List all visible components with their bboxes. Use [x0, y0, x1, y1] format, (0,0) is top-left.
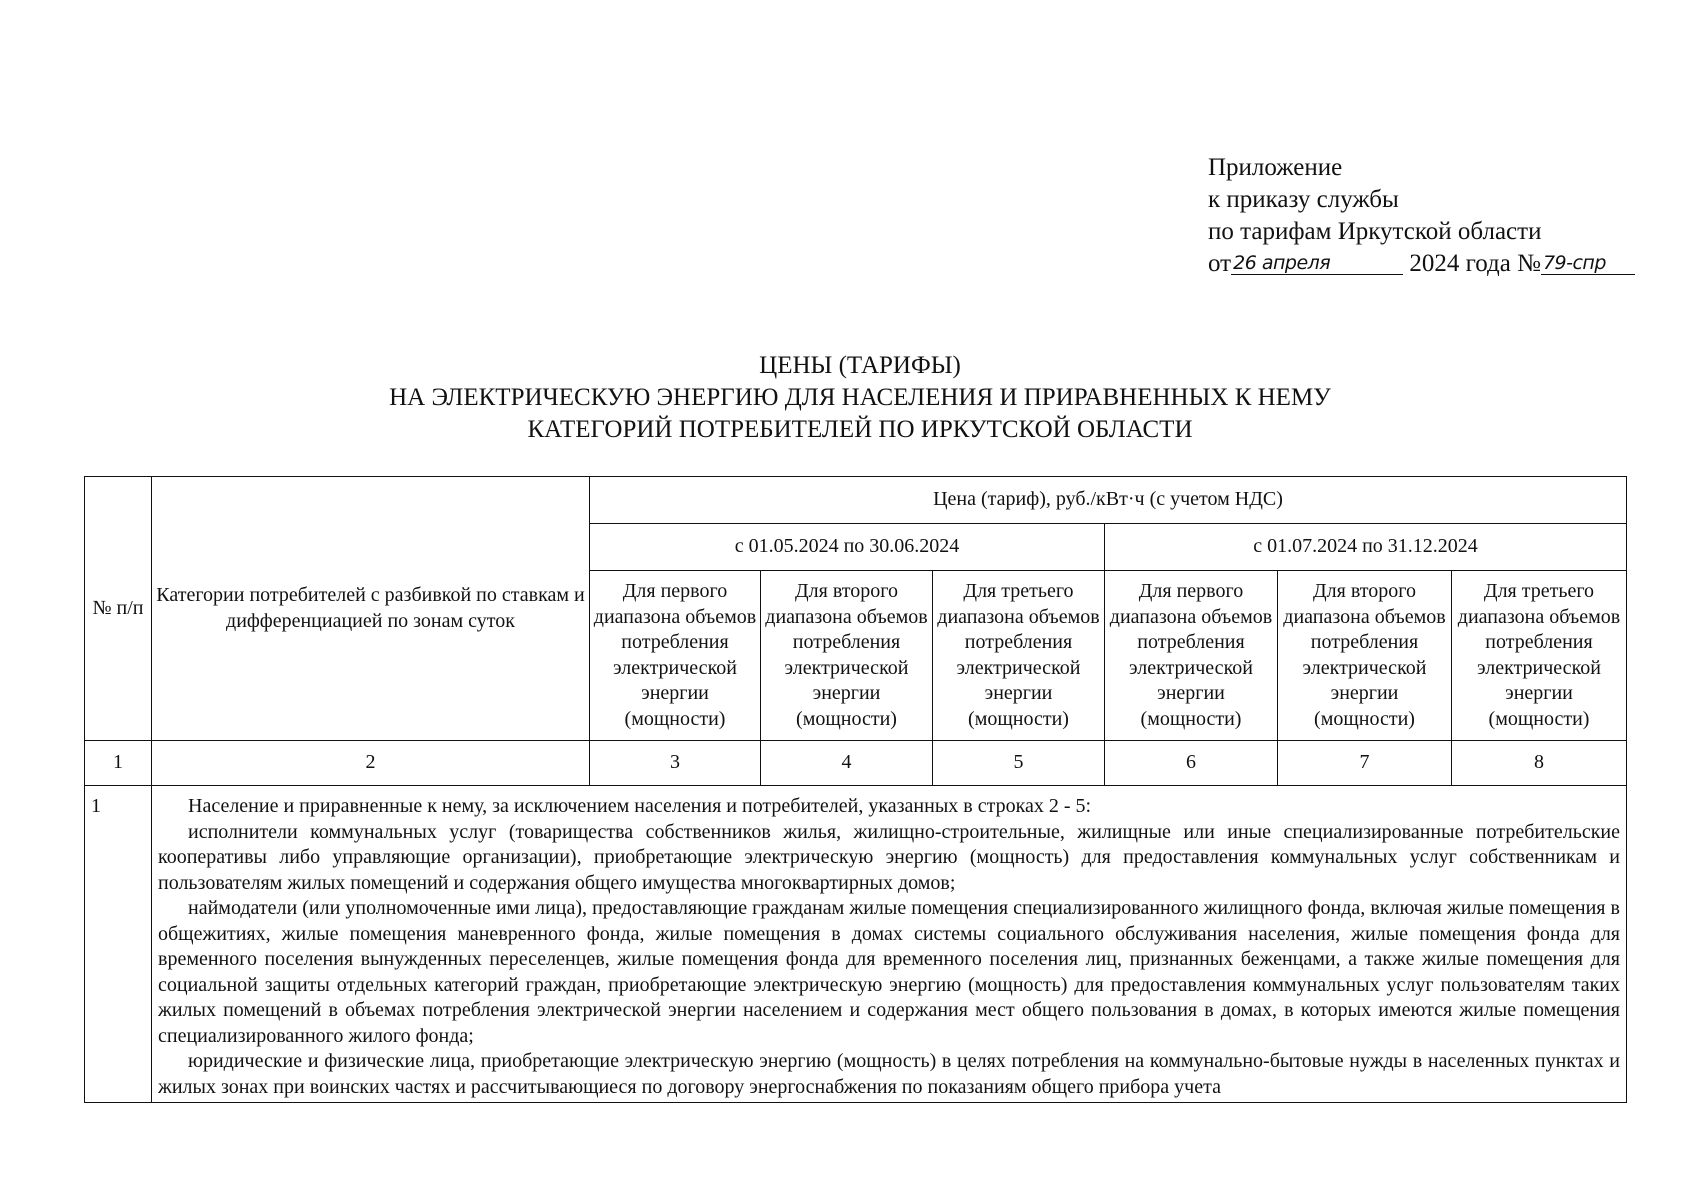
header-sub-col: Для третьего диапазона объемов потребления электрической энергии (мощности) — [933, 571, 1105, 741]
title-line-1: ЦЕНЫ (ТАРИФЫ) — [759, 352, 961, 379]
row-description — [152, 786, 1627, 1103]
header-sub-col: Для второго диапазона объемов потребления электрической энергии (мощности) — [761, 571, 933, 741]
header-sub-col: Для первого диапазона объемов потребления электрической энергии (мощности) — [1105, 571, 1278, 741]
description-paragraph: Население и приравненные к нему, за исключением населения и потребителей, указанных в строках 2 - 5: — [188, 795, 1092, 817]
header-sub-col: Для первого диапазона объемов потребления электрической энергии (мощности) — [590, 571, 761, 741]
handwritten-number: 79-спр — [1541, 252, 1635, 275]
header-row-1 — [85, 477, 1627, 524]
column-number-row — [85, 741, 1627, 786]
column-number: 4 — [761, 741, 933, 786]
header-price: Цена (тариф), руб./кВт·ч (с учетом НДС) — [590, 477, 1627, 524]
appendix-block — [1208, 152, 1635, 280]
table-row — [85, 786, 1627, 1103]
appendix-line-2: к приказу службы — [1208, 186, 1399, 213]
header-period-2: с 01.07.2024 по 31.12.2024 — [1105, 524, 1627, 571]
row-number: 1 — [85, 786, 152, 1103]
column-number: 6 — [1105, 741, 1278, 786]
appendix-date-line — [1208, 248, 1635, 280]
year-text: 2024 года № — [1409, 250, 1541, 277]
column-number: 3 — [590, 741, 761, 786]
column-number: 1 — [85, 741, 152, 786]
column-number: 7 — [1278, 741, 1452, 786]
header-category: Категории потребителей с разбивкой по ставкам и дифференциацией по зонам суток — [152, 477, 590, 741]
column-number: 8 — [1452, 741, 1627, 786]
description-paragraph: юридические и физические лица, приобретающие электрическую энергию (мощность) в целях потребления на коммунально-бытовые нужды в населенных пунктах и жилых зонах при воинских частях и рассчитывающиеся по договору энергоснабжения по показаниям общего прибора учета — [158, 1050, 1620, 1098]
header-num: № п/п — [85, 477, 152, 741]
column-number: 5 — [933, 741, 1105, 786]
header-sub-col: Для второго диапазона объемов потребления электрической энергии (мощности) — [1278, 571, 1452, 741]
appendix-line-1: Приложение — [1208, 154, 1343, 181]
title-line-2: НА ЭЛЕКТРИЧЕСКУЮ ЭНЕРГИЮ ДЛЯ НАСЕЛЕНИЯ И ПРИРАВНЕННЫХ К НЕМУ — [389, 384, 1331, 411]
description-paragraph: исполнители коммунальных услуг (товарищества собственников жилья, жилищно-строительные, жилищные или иные специализированные потребительские кооперативы либо управляющие организации), приобретающие электрическую энергию (мощность) для предоставления коммунальных услуг собственникам и пользователям жилых помещений и содержания общего имущества многоквартирных домов; — [158, 820, 1620, 894]
tariff-table — [84, 476, 1627, 1103]
description-paragraph: наймодатели (или уполномоченные ими лица), предоставляющие гражданам жилые помещения специализированного жилищного фонда, включая жилые помещения в общежитиях, жилые помещения маневренного фонда, жилые помещения в домах системы социального обслуживания населения, жилые помещения фонда для временного поселения вынужденных переселенцев, жилые помещения фонда для временного поселения лиц, признанных беженцами, а также жилые помещения для социальной защиты отдельных категорий граждан, приобретающие электрическую энергию (мощность) для предоставления коммунальных услуг пользователям таких жилых помещений в объемах потребления электрической энергии населением и содержания мест общего пользования в домах, в которых имеются жилые помещения специализированного жилого фонда; — [158, 897, 1620, 1047]
handwritten-date: 26 апреля — [1231, 252, 1403, 275]
date-prefix: от — [1208, 250, 1232, 277]
appendix-line-3: по тарифам Иркутской области — [1208, 218, 1542, 245]
title-line-3: КАТЕГОРИЙ ПОТРЕБИТЕЛЕЙ ПО ИРКУТСКОЙ ОБЛАСТИ — [527, 416, 1193, 443]
header-period-1: с 01.05.2024 по 30.06.2024 — [590, 524, 1105, 571]
header-sub-col: Для третьего диапазона объемов потребления электрической энергии (мощности) — [1452, 571, 1627, 741]
document-title — [80, 350, 1640, 446]
column-number: 2 — [152, 741, 590, 786]
